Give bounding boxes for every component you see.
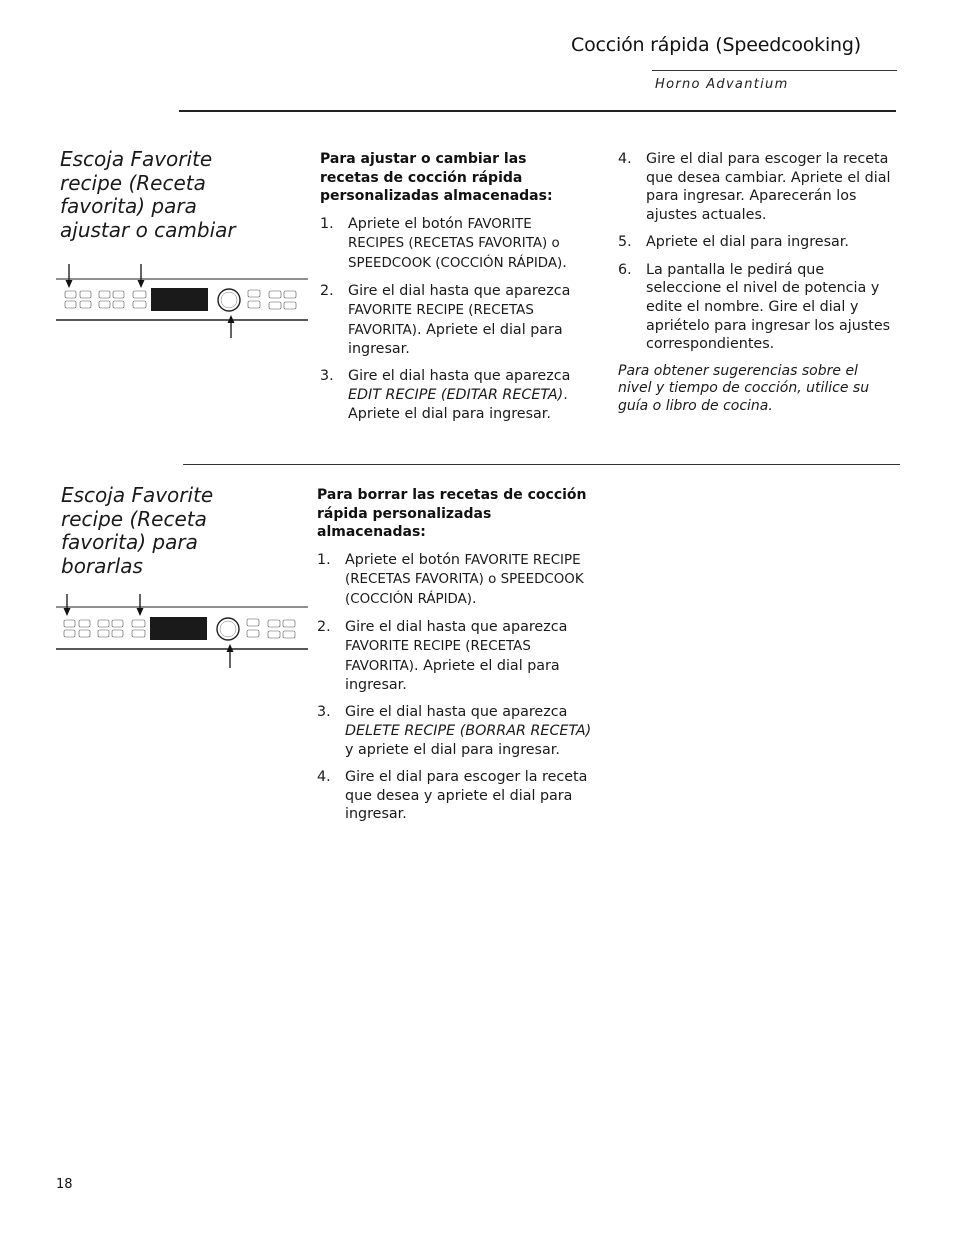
control-dial [218,289,240,311]
cooking-tip-note: Para obtener sugerencias sobre el nivel y tiempo de cocción, utilice su guía o libro de cocina. [618,362,870,415]
section2-heading: Escoja Favorite recipe (Receta favorita) para borarlas [61,483,214,578]
control-panel-diagram-1 [56,262,310,340]
list-item: 2. Gire el dial hasta que aparezca FAVORITE RECIPE (RECETAS FAVORITA). Apriete el dial para ingresar. [317,619,568,694]
list-item: 3. Gire el dial hasta que aparezca DELETE RECIPE (BORRAR RECETA) y apriete el dial para ingresar. [317,704,592,758]
page-subtitle: Horno Advantium [655,77,789,92]
list-item: 1. Apriete el botón FAVORITE RECIPES (RECETAS FAVORITA) o SPEEDCOOK (COCCIÓN RÁPIDA). [320,215,567,271]
section1-instructions-title: Para ajustar o cambiar las recetas de cocción rápida personalizadas almacenadas: [320,151,553,204]
section-divider [183,464,900,465]
display-screen [151,288,208,311]
list-item: 2. Gire el dial hasta que aparezca FAVORITE RECIPE (RECETAS FAVORITA). Apriete el dial para ingresar. [320,283,571,358]
list-item: 4. Gire el dial para escoger la receta que desea y apriete el dial para ingresar. [317,769,588,823]
display-screen [150,617,207,640]
page-title: Cocción rápida (Speedcooking) [571,34,861,56]
list-item: 1. Apriete el botón FAVORITE RECIPE (RECETAS FAVORITA) o SPEEDCOOK (COCCIÓN RÁPIDA). [317,551,584,607]
arrow-icon [227,644,234,668]
control-dial [217,618,239,640]
list-item: 6. La pantalla le pedirá que seleccione el nivel de potencia y edite el nombre. Gire el dial y apriételo para ingresar los ajustes correspondientes. [618,261,891,353]
section2-instructions-title: Para borrar las recetas de cocción rápida personalizadas almacenadas: [317,487,587,540]
top-divider [179,110,896,112]
arrow-icon [137,594,144,616]
page-number: 18 [56,1177,73,1192]
list-item: 4. Gire el dial para escoger la receta que desea cambiar. Apriete el dial para ingresar. Aparecerán los ajustes actuales. [618,151,891,224]
arrow-icon [64,594,71,616]
list-item: 3. Gire el dial hasta que aparezca EDIT RECIPE (EDITAR RECETA). Apriete el dial para ingresar. [320,368,571,422]
header-divider [652,70,897,71]
arrow-icon [66,264,73,288]
list-item: 5. Apriete el dial para ingresar. [618,234,849,251]
control-panel-diagram-2 [56,592,310,670]
arrow-icon [228,315,235,338]
arrow-icon [138,264,145,288]
section1-heading: Escoja Favorite recipe (Receta favorita) para ajustar o cambiar [60,147,236,242]
